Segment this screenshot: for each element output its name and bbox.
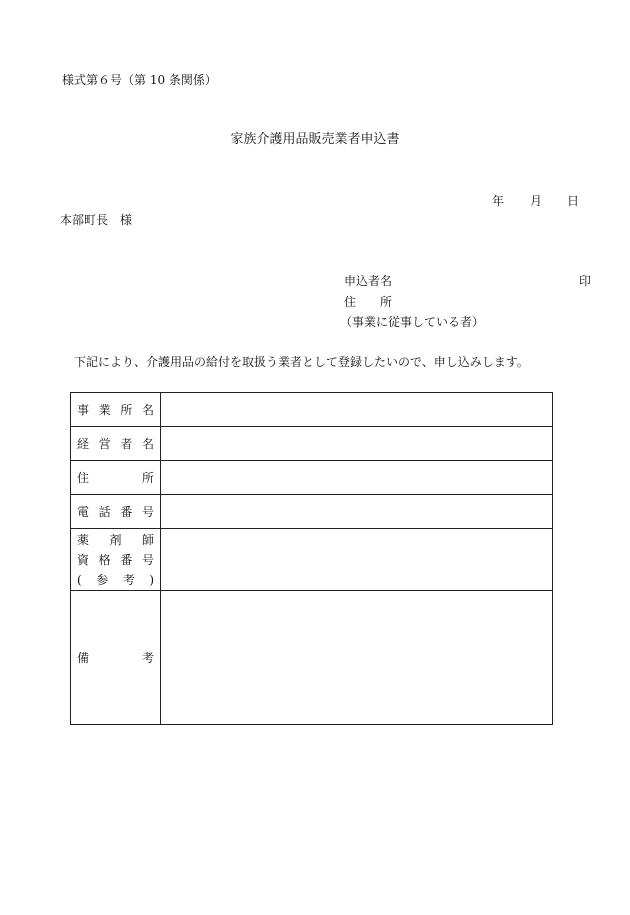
label-char: 号 (141, 504, 154, 519)
table-body (71, 393, 553, 725)
table-row (71, 461, 553, 495)
label-char: 薬 (77, 532, 90, 547)
label-char: 者 (120, 436, 133, 451)
label-char: 電 (77, 504, 90, 519)
label-char: 考 (141, 650, 154, 665)
label-char: 師 (141, 532, 154, 547)
label-char: 号 (141, 552, 154, 567)
label-line (77, 648, 154, 668)
label-char: 番 (120, 504, 133, 519)
label-line (77, 550, 154, 570)
label-char: 参 (96, 572, 109, 587)
table-row (71, 495, 553, 529)
label-char: 住 (77, 470, 90, 485)
row-label-address (71, 461, 161, 495)
document-title: 家族介護用品販売業者申込書 (230, 132, 400, 147)
label-char: 番 (120, 552, 133, 567)
table-row (71, 427, 553, 461)
label-char: 備 (77, 650, 90, 665)
seal-mark: 印 (579, 274, 592, 288)
applicant-address-label: 住 所 (344, 295, 393, 309)
label-char: 所 (120, 402, 133, 417)
table-row (71, 393, 553, 427)
field-manager-name[interactable] (161, 427, 553, 461)
row-label-manager-name (71, 427, 161, 461)
label-line (77, 468, 154, 488)
applicant-note: （事業に従事している者） (340, 315, 485, 329)
intro-text: 下記により、介護用品の給付を取扱う業者として登録したいので、申し込みします。 (74, 355, 529, 369)
label-char: 話 (98, 504, 111, 519)
row-label-remarks (71, 591, 161, 725)
label-char: 資 (77, 552, 90, 567)
label-line (77, 434, 154, 454)
field-phone[interactable] (161, 495, 553, 529)
application-table (70, 392, 553, 725)
label-line (77, 530, 154, 550)
date-month-label: 月 (530, 194, 543, 208)
table-row (71, 591, 553, 725)
row-label-phone (71, 495, 161, 529)
row-label-office-name (71, 393, 161, 427)
label-char: 名 (141, 436, 154, 451)
label-char: 業 (98, 402, 111, 417)
addressee: 本部町長 様 (60, 213, 133, 227)
label-char: 名 (141, 402, 154, 417)
label-char: 経 (77, 436, 90, 451)
label-char: 剤 (109, 532, 122, 547)
table-row (71, 529, 553, 591)
label-line (77, 502, 154, 522)
date-day-label: 日 (567, 194, 580, 208)
date-year-label: 年 (492, 194, 505, 208)
label-char: 事 (77, 402, 90, 417)
row-label-pharmacist-license (71, 529, 161, 591)
label-char: 考 (122, 572, 135, 587)
field-address[interactable] (161, 461, 553, 495)
label-char: 格 (98, 552, 111, 567)
label-char: ) (149, 572, 154, 587)
form-number: 様式第６号（第 10 条関係） (62, 73, 217, 87)
field-office-name[interactable] (161, 393, 553, 427)
field-pharmacist-license[interactable] (161, 529, 553, 591)
applicant-name-label: 申込者名 (344, 274, 393, 288)
field-remarks[interactable] (161, 591, 553, 725)
label-char: ( (77, 572, 82, 587)
label-char: 営 (98, 436, 111, 451)
label-line (77, 400, 154, 420)
label-line (77, 570, 154, 590)
label-char: 所 (141, 470, 154, 485)
